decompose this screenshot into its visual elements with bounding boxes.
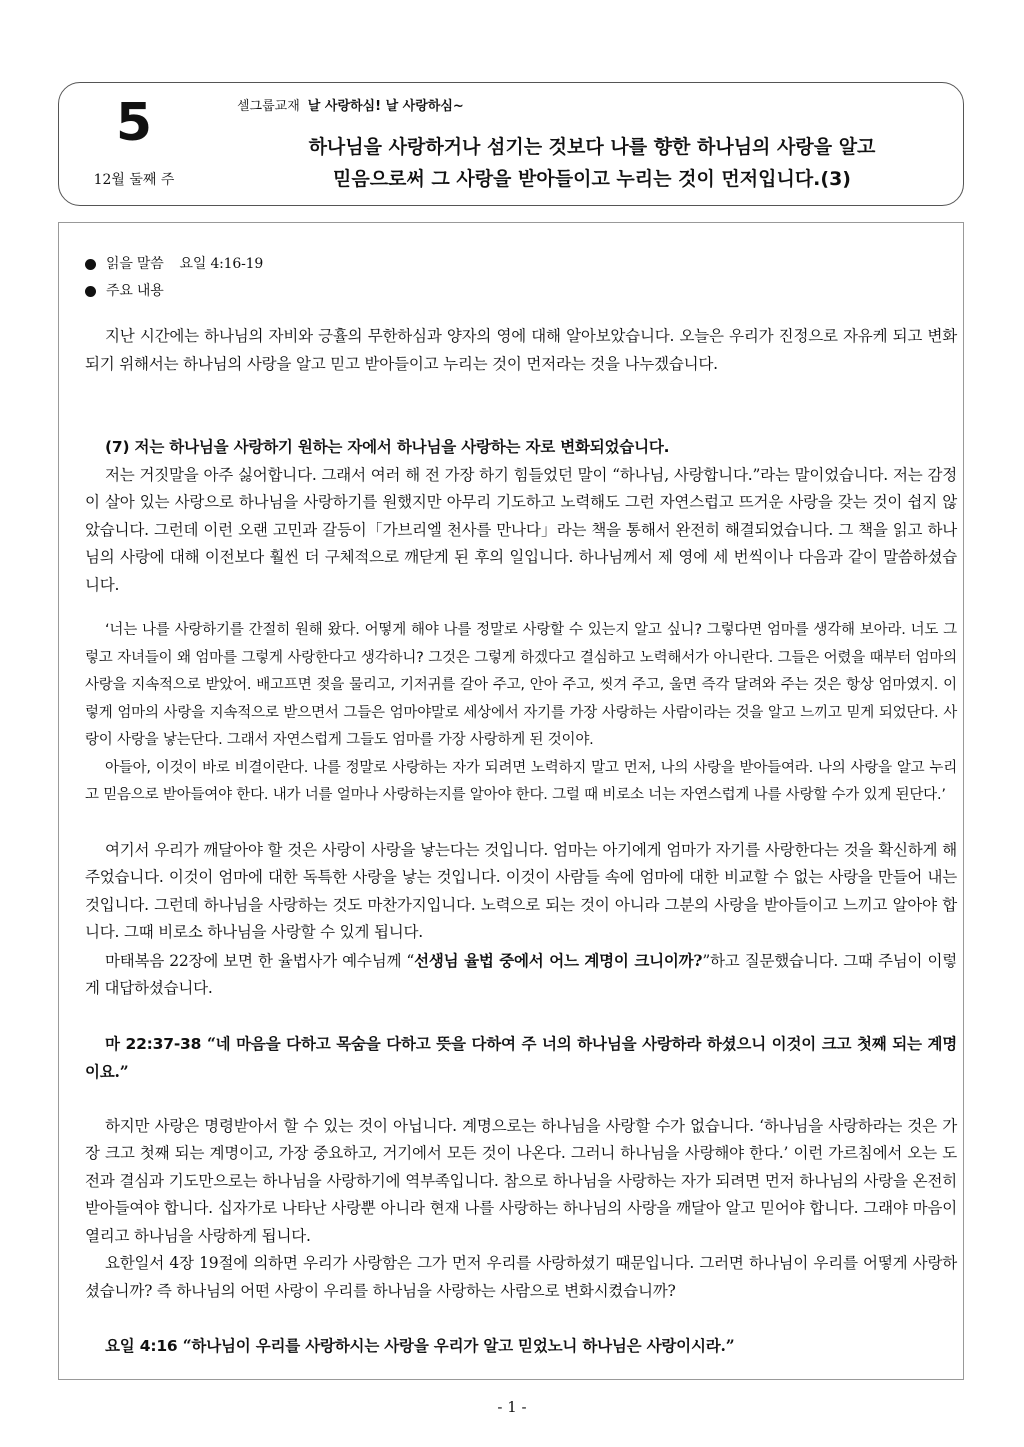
verse-2 xyxy=(85,1332,957,1361)
series-label: 셀그룹교재 xyxy=(237,99,300,114)
series-title: 날 사랑하심! 날 사랑하심~ xyxy=(307,99,464,114)
page-title xyxy=(237,131,947,195)
reading-label: 읽을 말씀 xyxy=(106,255,164,272)
quote-paragraph-1: ‘너는 나를 사랑하기를 간절히 원해 왔다. 어떻게 해야 나를 정말로 사랑할 수 있는지 알고 싶니? 그렇다면 엄마를 생각해 보아라. 너도 그렇고 자녀들이 왜 엄마를 그렇게 사랑한다고 생각하니? 그것은 그렇게 하겠다고 결심하고 노력해서가 아니란다. 그들은 어렸을 때부터 엄마의 사랑을 지속적으로 받았어. 배고프면 젖을 물리고, 기저귀를 갈아 주고, 안아 주고, 씻겨 주고, 울면 즉각 달려와 주는 것은 항상 엄마였지. 이렇게 엄마의 사랑을 지속적으로 받으면서 그들은 엄마야말로 세상에서 자기를 가장 사랑하는 사람이라는 것을 알고 느끼고 믿게 되었단다. 사랑이 사랑을 낳는단다. 그래서 자연스럽게 그들도 엄마를 가장 사랑하게 된 것이야. xyxy=(85,622,957,748)
main-content-row xyxy=(85,278,957,305)
verse-2-reference: 요일 4:16 xyxy=(105,1337,178,1355)
page-number: - 1 - xyxy=(497,1398,527,1416)
title-line-1: 하나님을 사랑하거나 섬기는 것보다 나를 향한 하나님의 사랑을 알고 xyxy=(308,136,876,158)
bullet-icon xyxy=(85,286,96,297)
paragraph-4: 하지만 사랑은 명령받아서 할 수 있는 것이 아닙니다. 계명으로는 하나님을 사랑할 수가 없습니다. ‘하나님을 사랑하라는 것은 가장 크고 첫째 되는 계명이고, 가장 중요하고, 거기에서 모든 것이 나온다. 그러니 하나님을 사랑해야 한다.’ 이런 가르침에서 오는 도전과 결심과 기도만으로는 하나님을 사랑하기에 역부족입니다. 참으로 하나님을 사랑하는 자가 되려면 먼저 하나님의 사랑을 온전히 받아들여야 합니다. 십자가로 나타난 사랑뿐 아니라 현재 나를 사랑하는 하나님의 사랑을 깨달아 알고 믿어야 합니다. 그래야 마음이 열리고 하나님을 사랑하게 됩니다. xyxy=(85,1116,957,1245)
title-line-2: 믿음으로써 그 사랑을 받아들이고 누리는 것이 먼저입니다.(3) xyxy=(333,168,851,190)
content-body xyxy=(85,251,957,1361)
reading-reference: 요일 4:16-19 xyxy=(179,255,264,272)
verse-2-text: “하나님이 우리를 사랑하시는 사랑을 우리가 알고 믿었노니 하나님은 사랑이시라.” xyxy=(182,1336,735,1355)
series-line xyxy=(237,95,464,114)
paragraph-5: 요한일서 4장 19절에 의하면 우리가 사랑함은 그가 먼저 우리를 사랑하셨기 때문입니다. 그러면 하나님이 우리를 어떻게 사랑하셨습니까? 즉 하나님의 어떤 사랑이 우리를 하나님을 사랑하는 사람으로 변화시켰습니까? xyxy=(85,1254,957,1300)
reading-row xyxy=(85,251,957,278)
week-label: 12월 둘째 주 xyxy=(93,172,175,188)
header-box xyxy=(58,82,964,206)
paragraph-1: 저는 거짓말을 아주 싫어합니다. 그래서 여러 해 전 가장 하기 힘들었던 말이 “하나님, 사랑합니다.”라는 말이었습니다. 저는 감정이 살아 있는 사랑으로 하나님을 사랑하기를 원했지만 아무리 기도하고 노력해도 그런 자연스럽고 뜨거운 사랑을 갖는 것이 쉽지 않았습니다. 그런데 이런 오랜 고민과 갈등이「가브리엘 천사를 만나다」라는 책을 통해서 완전히 해결되었습니다. 그 책을 읽고 하나님의 사랑에 대해 이전보다 훨씬 더 구체적으로 깨닫게 된 후의 일입니다. 하나님께서 제 영에 세 번씩이나 다음과 같이 말씀하셨습니다. xyxy=(85,465,957,594)
verse-1 xyxy=(85,1030,957,1086)
section-heading: (7) 저는 하나님을 사랑하기 원하는 자에서 하나님을 사랑하는 자로 변화되었습니다. xyxy=(105,438,670,456)
paragraph-3-post: ”하고 질문했습니다. 그때 주님이 이렇게 대답하셨습니다. xyxy=(85,951,957,997)
quote-paragraph-2: 아들아, 이것이 바로 비결이란다. 나를 정말로 사랑하는 자가 되려면 노력하지 말고 먼저, 나의 사랑을 받아들여라. 나의 사랑을 알고 누리고 믿음으로 받아들여야 한다. 내가 너를 얼마나 사랑하는지를 알아야 한다. 그럴 때 비로소 너는 자연스럽게 나를 사랑할 수가 있게 된단다.’ xyxy=(85,759,957,803)
paragraph-3 xyxy=(85,947,957,1003)
lesson-number: 5 xyxy=(115,93,153,153)
paragraph-3-pre: 마태복음 22장에 보면 한 율법사가 예수님께 “ xyxy=(105,951,415,970)
verse-1-text: “네 마음을 다하고 목숨을 다하고 뜻을 다하여 주 너의 하나님을 사랑하라 하셨으니 이것이 크고 첫째 되는 계명이요.” xyxy=(85,1033,958,1081)
paragraph-2: 여기서 우리가 깨달아야 할 것은 사랑이 사랑을 낳는다는 것입니다. 엄마는 아기에게 엄마가 자기를 사랑한다는 것을 확신하게 해 주었습니다. 이것이 엄마에 대한 독특한 사랑을 낳는 것입니다. 이것이 사람들 속에 엄마에 대한 비교할 수 없는 사랑을 만들어 내는 것입니다. 그런데 하나님을 사랑하는 것도 마찬가지입니다. 노력으로 되는 것이 아니라 그분의 사랑을 받아들이고 느끼고 알아야 합니다. 그때 비로소 하나님을 사랑할 수 있게 됩니다. xyxy=(85,840,957,941)
question-text: 선생님 율법 중에서 어느 계명이 크니이까? xyxy=(414,950,703,970)
verse-1-reference: 마 22:37-38 xyxy=(105,1034,202,1053)
intro-paragraph: 지난 시간에는 하나님의 자비와 긍휼의 무한하심과 양자의 영에 대해 알아보았습니다. 오늘은 우리가 진정으로 자유케 되고 변화되기 위해서는 하나님의 사랑을 알고 믿고 받아들이고 누리는 것이 먼저라는 것을 나누겠습니다. xyxy=(85,327,957,373)
main-content-label: 주요 내용 xyxy=(106,282,164,299)
content-box xyxy=(58,222,964,1380)
bullet-icon xyxy=(85,259,96,270)
